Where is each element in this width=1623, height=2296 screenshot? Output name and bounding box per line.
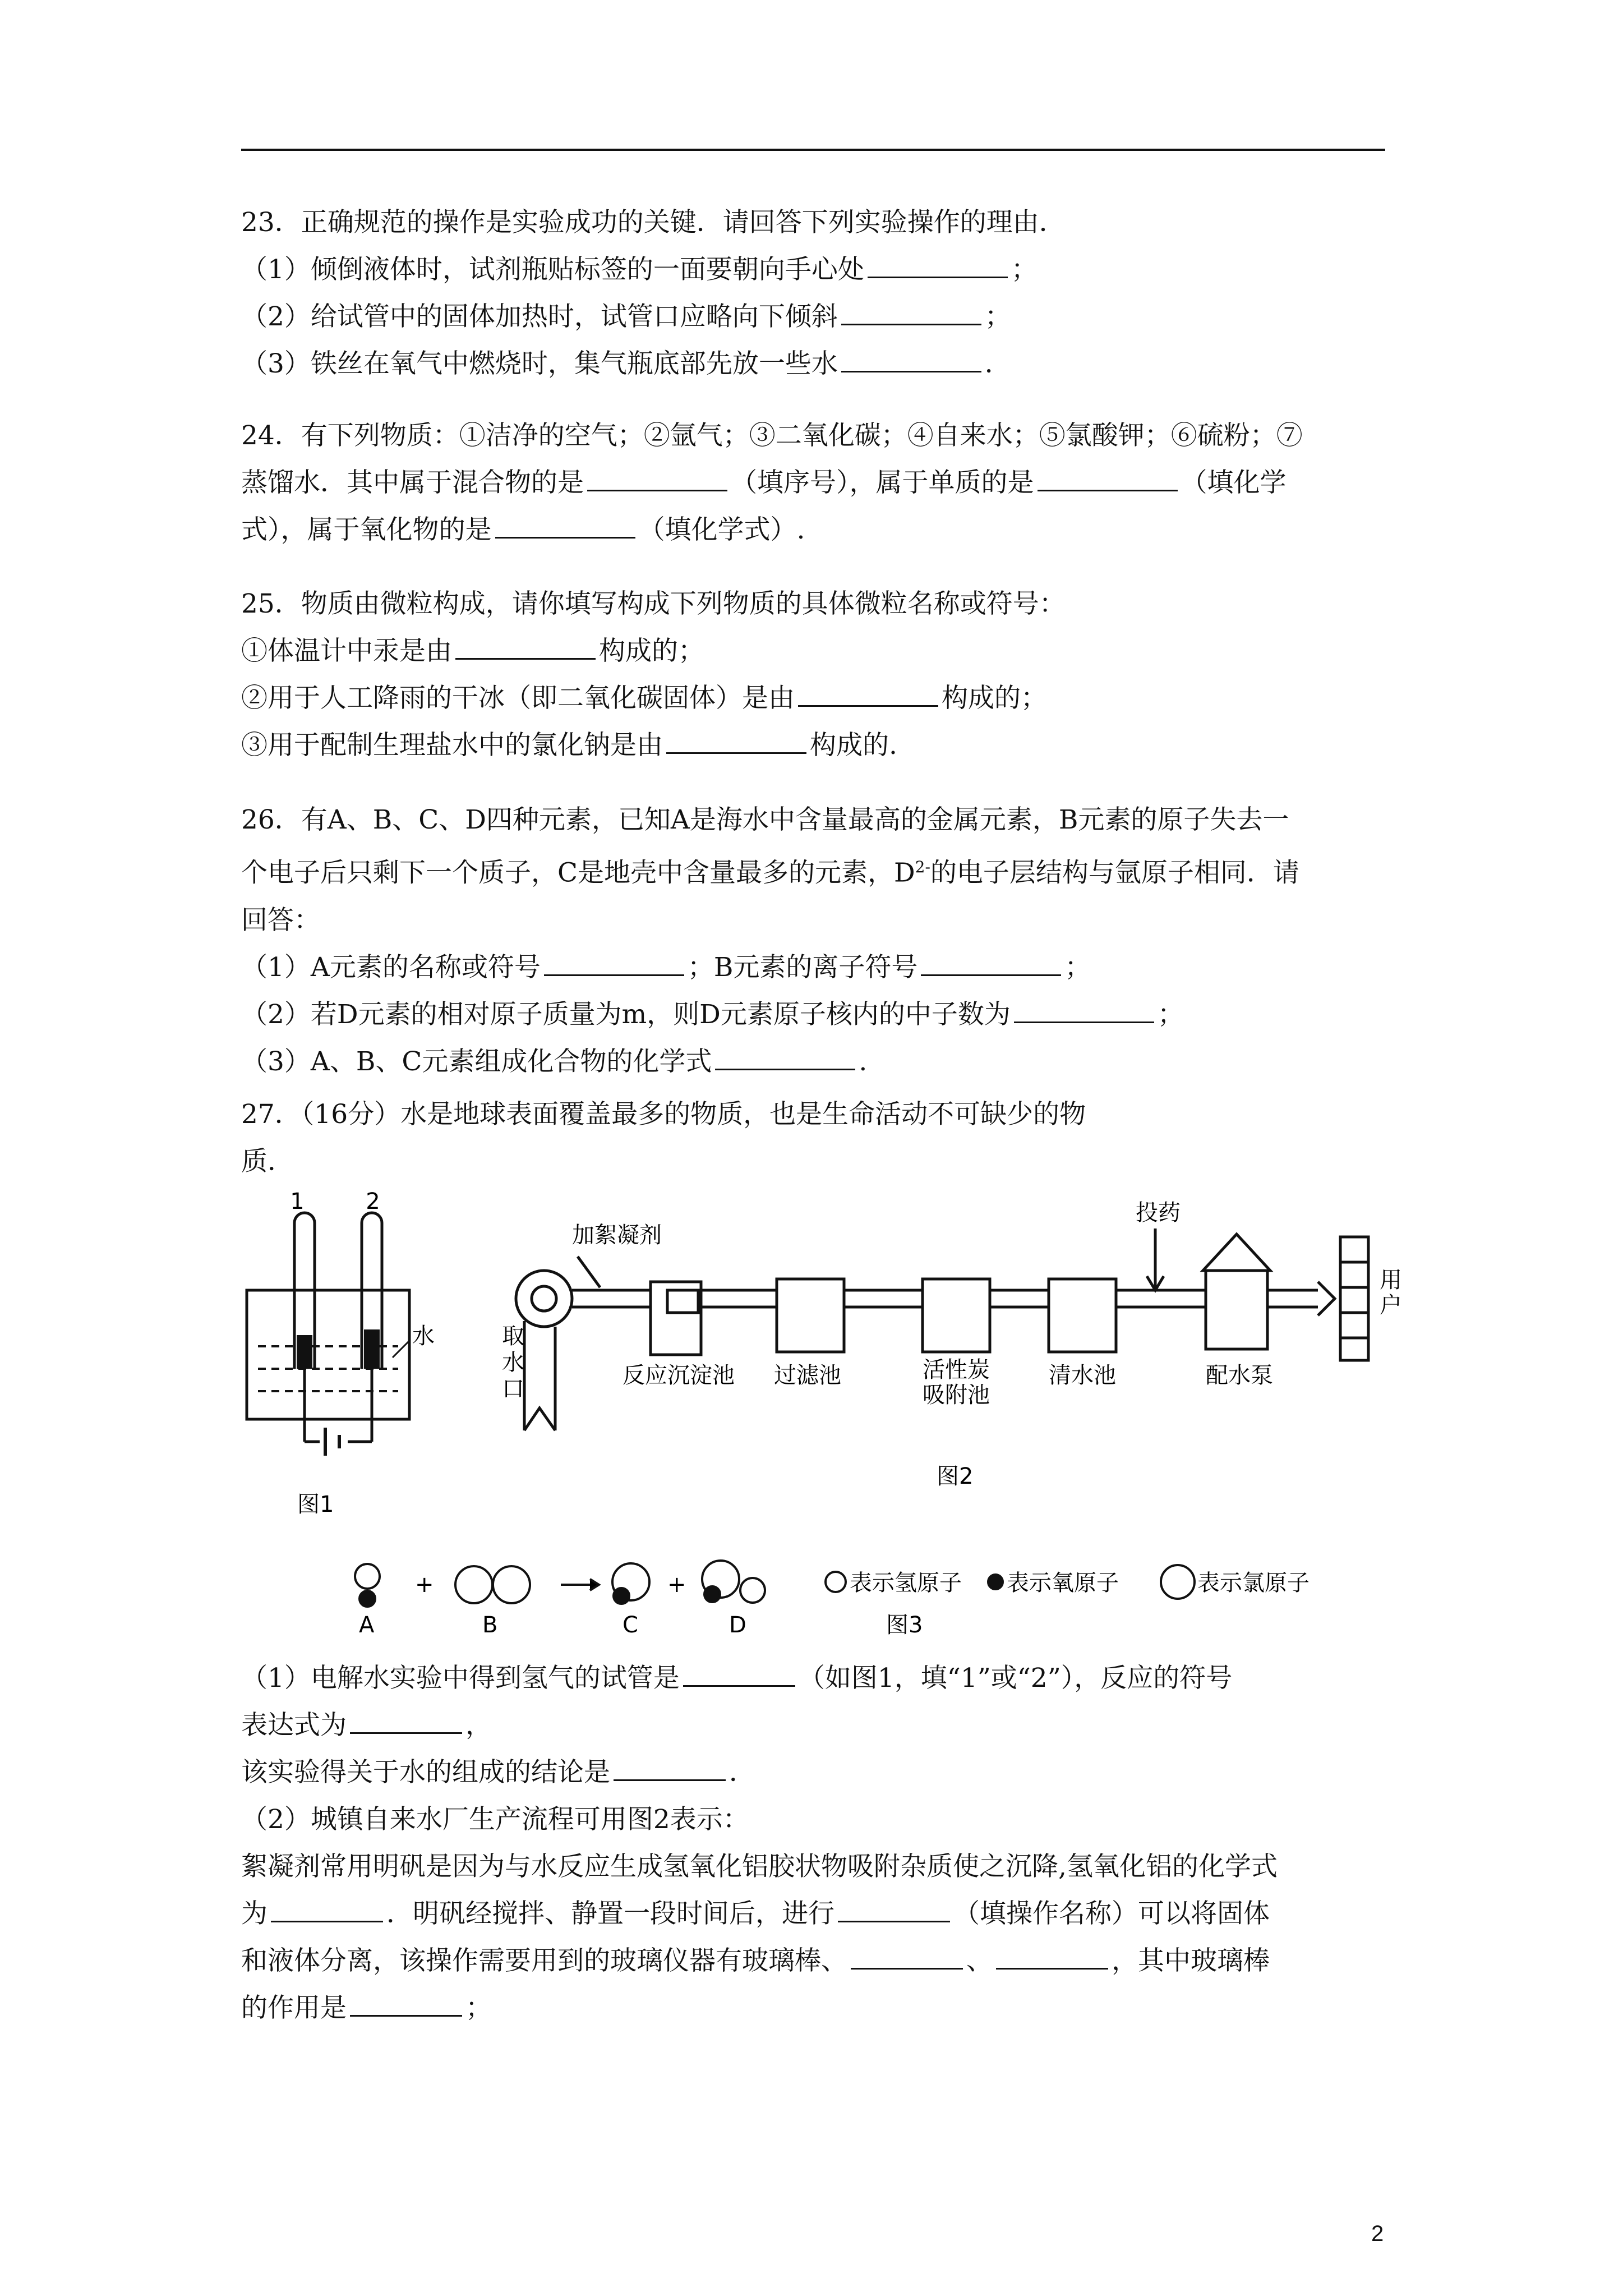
flow-arrow bbox=[1318, 1282, 1335, 1315]
answer-blank[interactable] bbox=[798, 683, 938, 707]
answer-blank[interactable] bbox=[350, 1993, 462, 2017]
q27-s1-line-2: 表达式为 ， bbox=[241, 1710, 492, 1741]
coagulant-arrow bbox=[578, 1257, 600, 1287]
legend-2-text: 表示氧原子 bbox=[1007, 1570, 1119, 1596]
answer-blank[interactable] bbox=[841, 301, 981, 325]
answer-blank[interactable] bbox=[271, 1898, 383, 1922]
q27-line-2: 质． bbox=[241, 1146, 294, 1177]
answer-blank[interactable] bbox=[350, 1710, 462, 1734]
question-27-body bbox=[241, 1655, 1385, 2032]
answer-blank[interactable] bbox=[921, 952, 1061, 976]
figure-2-caption: 图2 bbox=[937, 1464, 974, 1489]
q27-line-1: 27．（16分）水是地球表面覆盖最多的物质，也是生命活动不可缺少的物 bbox=[241, 1099, 1086, 1130]
answer-blank[interactable] bbox=[841, 348, 981, 372]
answer-blank[interactable] bbox=[495, 514, 635, 539]
carbon-tank-label-1: 活性炭 bbox=[923, 1357, 990, 1383]
label-B: B bbox=[482, 1612, 498, 1638]
answer-blank[interactable] bbox=[1014, 999, 1154, 1023]
figure-1-caption: 图1 bbox=[297, 1492, 334, 1517]
q25-item-1: ①体温计中汞是由 构成的； bbox=[241, 636, 704, 666]
molecule-B bbox=[455, 1566, 492, 1603]
figure-1-electrolysis bbox=[247, 1213, 409, 1456]
answer-blank[interactable] bbox=[868, 254, 1008, 278]
electrode-2 bbox=[364, 1329, 380, 1369]
legend-hydrogen bbox=[826, 1572, 846, 1592]
user-label-1: 用 bbox=[1380, 1267, 1402, 1293]
q26-line-1: 26．有A、B、C、D四种元素，已知A是海水中含量最高的金属元素，B元素的原子失去一 bbox=[241, 804, 1289, 835]
figure-3-caption: 图3 bbox=[886, 1612, 923, 1638]
filter-tank-label: 过滤池 bbox=[774, 1363, 841, 1388]
q25-item-3: ③用于配制生理盐水中的氯化钠是由 构成的. bbox=[241, 730, 897, 761]
q23-stem: 23．正确规范的操作是实验成功的关键．请回答下列实验操作的理由． bbox=[241, 207, 1066, 238]
filter-tank bbox=[777, 1279, 844, 1352]
tube-1-label: 1 bbox=[290, 1189, 305, 1214]
plus-1: + bbox=[415, 1572, 434, 1598]
water-trough bbox=[247, 1290, 409, 1419]
answer-blank[interactable] bbox=[838, 1898, 950, 1922]
q23-item-2: （2）给试管中的固体加热时，试管口应略向下倾斜 ； bbox=[241, 301, 1011, 332]
answer-blank[interactable] bbox=[614, 1757, 726, 1781]
q26-item-2: （2）若D元素的相对原子质量为m，则D元素原子核内的中子数为 ； bbox=[241, 999, 1184, 1030]
q26-item-1: （1）A元素的名称或符号 ；B元素的离子符号 ； bbox=[241, 951, 1091, 983]
building-icon bbox=[1340, 1237, 1368, 1360]
page-number: 2 bbox=[1371, 2221, 1384, 2246]
question-26 bbox=[241, 797, 1385, 1085]
question-25 bbox=[241, 581, 1385, 769]
answer-blank[interactable] bbox=[1038, 467, 1178, 491]
q27-s2-line-3: 和液体分离，该操作需要用到的玻璃仪器有玻璃棒、 、 ，其中玻璃棒 bbox=[241, 1945, 1270, 1976]
answer-blank[interactable] bbox=[455, 636, 596, 660]
legend-1-text: 表示氢原子 bbox=[850, 1570, 962, 1596]
answer-blank[interactable] bbox=[996, 1945, 1108, 1970]
q26-line-2: 个电子后只剩下一个质子，C是地壳中含量最多的元素，$D^{2-}$的电子层结构与氩原子相同．请 bbox=[241, 857, 1299, 889]
question-24 bbox=[241, 412, 1385, 554]
clear-water-tank bbox=[1049, 1279, 1116, 1352]
q25-stem: 25．物质由微粒构成，请你填写构成下列物质的具体微粒名称或符号： bbox=[241, 588, 1066, 619]
q23-item-3: （3）铁丝在氧气中燃烧时，集气瓶底部先放一些水 ． bbox=[241, 348, 1011, 379]
q26-item-3: （3）A、B、C元素组成化合物的化学式 . bbox=[241, 1046, 868, 1077]
legend-chlorine bbox=[1161, 1565, 1195, 1599]
figures bbox=[241, 1189, 1419, 1638]
electrode-1 bbox=[297, 1335, 312, 1369]
question-23 bbox=[241, 199, 1385, 388]
pump-label: 配水泵 bbox=[1206, 1363, 1273, 1388]
q24-line-2: 蒸馏水．其中属于混合物的是 （填序号），属于单质的是 （填化学 bbox=[241, 467, 1287, 498]
q27-s2-line-4: 的作用是 ； bbox=[241, 1993, 492, 2023]
header-rule bbox=[241, 149, 1385, 151]
legend-3-text: 表示氯原子 bbox=[1197, 1570, 1310, 1596]
q27-s2-line-2: 为 ．明矾经搅拌、静置一段时间后，进行 （填操作名称）可以将固体 bbox=[241, 1898, 1270, 1929]
molecule-A bbox=[355, 1564, 380, 1589]
q23-item-1: （1）倾倒液体时，试剂瓶贴标签的一面要朝向手心处 ； bbox=[241, 254, 1038, 285]
intake-pipe bbox=[524, 1321, 555, 1430]
carbon-tank bbox=[923, 1279, 990, 1352]
q24-line-3: 式），属于氧化物的是 （填化学式）. bbox=[241, 514, 805, 545]
plus-2: + bbox=[667, 1572, 686, 1598]
water-label: 水 bbox=[412, 1323, 435, 1349]
tube-2-label: 2 bbox=[366, 1189, 380, 1214]
q24-line-1: 24．有下列物质：①洁净的空气；②氩气；③二氧化碳；④自来水；⑤氯酸钾；⑥硫粉；⑦ bbox=[241, 420, 1303, 451]
legend-oxygen bbox=[988, 1575, 1003, 1589]
clear-tank-label: 清水池 bbox=[1049, 1363, 1116, 1388]
dose-label: 投药 bbox=[1136, 1200, 1181, 1226]
carbon-tank-label-2: 吸附池 bbox=[923, 1382, 990, 1408]
q25-item-2: ②用于人工降雨的干冰（即二氧化碳固体）是由 构成的； bbox=[241, 683, 1047, 714]
distribution-pump bbox=[1206, 1271, 1267, 1349]
q27-s1-line-3: 该实验得关于水的组成的结论是 ． bbox=[241, 1757, 755, 1788]
question-27-stem bbox=[241, 1091, 1385, 1185]
q26-line-3: 回答： bbox=[241, 904, 320, 936]
q27-s1-line-1: （1）电解水实验中得到氢气的试管是 （如图1，填“1”或“2”），反应的符号 bbox=[241, 1663, 1233, 1694]
intake-pump bbox=[516, 1271, 572, 1327]
answer-blank[interactable] bbox=[544, 952, 684, 976]
reaction-tank-label: 反应沉淀池 bbox=[623, 1363, 735, 1388]
answer-blank[interactable] bbox=[666, 730, 806, 754]
user-label-2: 户 bbox=[1380, 1292, 1402, 1318]
q27-s2-stem: （2）城镇自来水厂生产流程可用图2表示： bbox=[241, 1804, 749, 1835]
intake-label-1: 取 bbox=[502, 1323, 524, 1349]
answer-blank[interactable] bbox=[587, 467, 727, 491]
answer-blank[interactable] bbox=[715, 1046, 855, 1070]
intake-label-3: 口 bbox=[502, 1376, 524, 1402]
coagulant-label: 加絮凝剂 bbox=[572, 1222, 662, 1248]
label-D: D bbox=[729, 1612, 746, 1638]
answer-blank[interactable] bbox=[683, 1663, 795, 1687]
q27-s2-line-1: 絮凝剂常用明矾是因为与水反应生成氢氧化铝胶状物吸附杂质使之沉降,氢氧化铝的化学式 bbox=[241, 1851, 1278, 1882]
label-A: A bbox=[359, 1612, 375, 1638]
answer-blank[interactable] bbox=[851, 1945, 963, 1970]
label-C: C bbox=[623, 1612, 638, 1638]
intake-label-2: 水 bbox=[502, 1350, 524, 1375]
